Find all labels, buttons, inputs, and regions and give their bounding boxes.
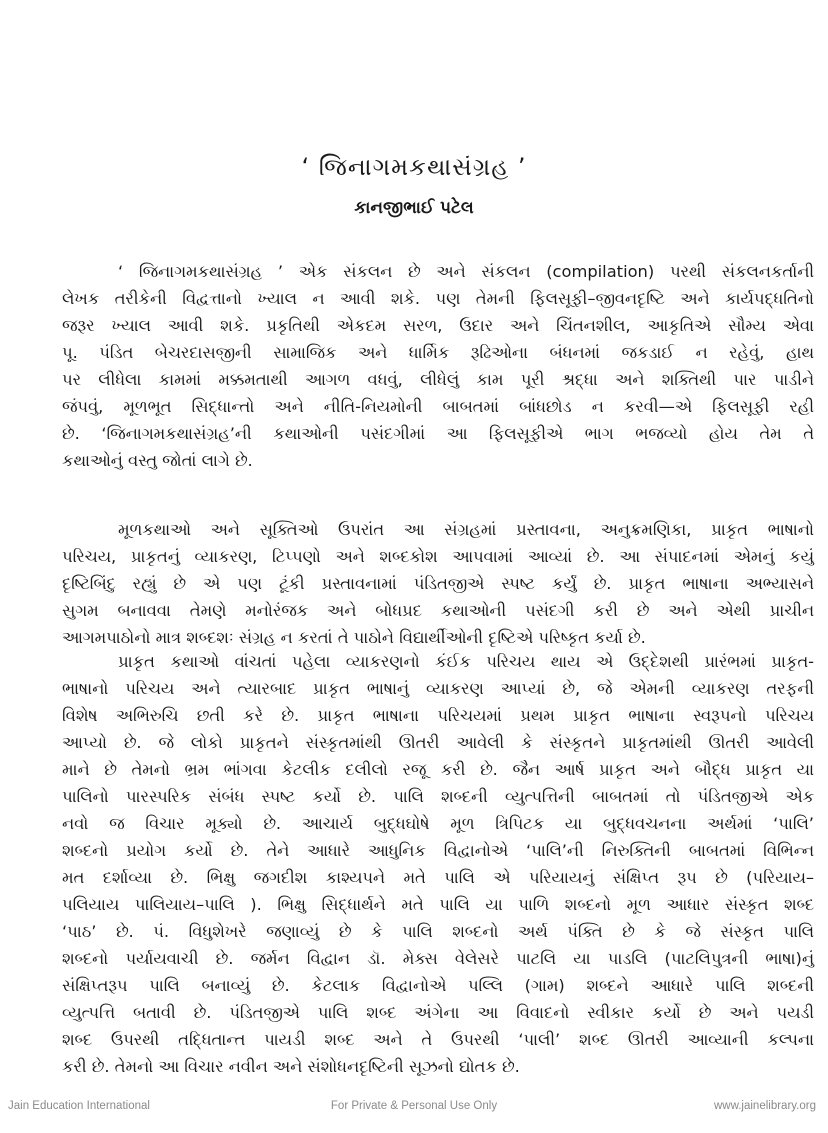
paragraph-3 bbox=[62, 648, 814, 1080]
text-line: પ્રાકૃત કથાઓ વાંચતાં પહેલા વ્યાકરણનો કંઈક પરિચય થાય એ ઉદ્દેશથી પ્રારંભમાં પ્રાકૃત- bbox=[118, 652, 814, 671]
paragraph-1 bbox=[62, 258, 814, 474]
text-line: કથાઓનું વસ્તુ જોતાં લાગે છે. bbox=[62, 451, 253, 470]
text-line: માને છે તેમનો ભ્રમ ભાંગવા કેટલીક દલીલો રજૂ કરી છે. જૈન આર્ષ પ્રાકૃત અને બૌદ્ધ પ્રાકૃત યા bbox=[62, 760, 814, 779]
text-line: આગમપાઠોનો માત્ર શબ્દશઃ સંગ્રહ ન કરતાં તે પાઠોને વિદ્યાર્થીઓની દૃષ્ટિએ પરિષ્કૃત કર્યા છે. bbox=[62, 628, 646, 647]
text-line: દૃષ્ટિબિંદુ રહ્યું છે એ પણ ટૂંકી પ્રસ્તાવનામાં પંડિતજીએ સ્પષ્ટ કર્યું છે. પ્રાકૃત ભાષાના અભ્યાસને bbox=[62, 574, 814, 593]
text-line: પૂ. પંડિત બેચરદાસજીની સામાજિક અને ધાર્મિક રૂઢિઓના બંધનમાં જકડાઈ ન રહેવું, હાથ bbox=[62, 343, 814, 362]
text-line: શબ્દનો પ્રયોગ કર્યો છે. તેને આધારે આધુનિક વિદ્વાનોએ ‘પાલિ’ની નિરુક્તિની બાબતમાં વિભિન્ન bbox=[62, 841, 814, 860]
footer-usage-note: For Private & Personal Use Only bbox=[330, 1100, 498, 1112]
text-line: ‘પાઠ’ છે. પં. વિધુશેખરે જણાવ્યું છે કે પાલિ શબ્દનો અર્થ પંક્તિ છે કે જે સંસ્કૃત પાલિ bbox=[62, 922, 814, 941]
footer-publisher: Jain Education International bbox=[8, 1100, 150, 1112]
text-line: ભાષાનો પરિચય અને ત્યારબાદ પ્રાકૃત ભાષાનું વ્યાકરણ આપ્યાં છે, જે એમની વ્યાકરણ તરફની bbox=[62, 679, 814, 698]
text-line: વ્યુત્પત્તિ બતાવી છે. પંડિતજીએ પાલિ શબ્દ અંગેના આ વિવાદનો સ્વીકાર કર્યો છે અને પયડી bbox=[62, 1003, 814, 1022]
footer-website-link[interactable]: www.jainelibrary.org bbox=[713, 1100, 816, 1112]
text-line: શબ્દ ઉપરથી તદ્ધિતાન્ત પાયડી શબ્દ અને તે ઉપરથી ‘પાલી’ શબ્દ ઊતરી આવ્યાની કલ્પના bbox=[62, 1030, 814, 1049]
text-line: મૂળકથાઓ અને સૂક્તિઓ ઉપરાંત આ સંગ્રહમાં પ્રસ્તાવના, અનુક્રમણિકા, પ્રાકૃત ભાષાનો bbox=[118, 520, 814, 539]
text-line: પલિયાય પાલિયાય–પાલિ ). ભિક્ષુ સિદ્ધાર્થને મતે પાલિ યા પાળિ શબ્દનો મૂળ આધાર સંસ્કૃત શબ્દ bbox=[62, 895, 814, 914]
text-line: વિશેષ અભિરુચિ છતી કરે છે. પ્રાકૃત ભાષાના પરિચયમાં પ્રથમ પ્રાકૃત ભાષાના સ્વરૂપનો પરિચય bbox=[62, 706, 814, 725]
text-line: શબ્દનો પર્યાયવાચી છે. જર્મન વિદ્વાન ડૉ. મેક્સ વેલેસરે પાટલિ યા પાડલિ (પાટલિપુત્રની ભાષા)નું bbox=[62, 949, 814, 968]
text-line: સુગમ બનાવવા તેમણે મનોરંજક અને બોધપ્રદ કથાઓની પસંદગી કરી છે અને એથી પ્રાચીન bbox=[62, 601, 814, 620]
text-line: પરિચય, પ્રાકૃતનું વ્યાકરણ, ટિપ્પણો અને શબ્દકોશ આપવામાં આવ્યાં છે. આ સંપાદનમાં એમનું કયું bbox=[62, 547, 814, 566]
text-line: લેખક તરીકેની વિદ્વત્તાનો ખ્યાલ ન આવી શકે. પણ તેમની ફિલસૂફી–જીવનદૃષ્ટિ અને કાર્યપદ્ધતિનો bbox=[62, 289, 814, 308]
text-line: જંપવું, મૂળભૂત સિદ્ધાન્તો અને નીતિ-નિયમોની બાબતમાં બાંધછોડ ન કરવી—એ ફિલસૂફી રહી bbox=[62, 397, 814, 416]
paragraph-2 bbox=[62, 516, 814, 651]
article-author: કાનજીભાઈ પટેલ bbox=[354, 198, 474, 218]
text-line: ‘ જિનાગમકથાસંગ્રહ ’ એક સંકલન છે અને સંકલન (compilation) પરથી સંકલનકર્તાની bbox=[118, 262, 814, 281]
text-line: પાલિનો પારસ્પરિક સંબંધ સ્પષ્ટ કર્યો છે. પાલિ શબ્દની વ્યુત્પત્તિની બાબતમાં તો પંડિતજીએ એક bbox=[62, 787, 814, 806]
text-line: કરી છે. તેમનો આ વિચાર નવીન અને સંશોધનદૃષ્ટિની સૂઝનો દ્યોતક છે. bbox=[62, 1057, 520, 1076]
text-line: આપ્યો છે. જે લોકો પ્રાકૃતને સંસ્કૃતમાંથી ઊતરી આવેલી કે સંસ્કૃતને પ્રાકૃતમાંથી ઊતરી આવેલી bbox=[62, 733, 814, 752]
article-title: ‘ જિનાગમકથાસંગ્રહ ’ bbox=[301, 153, 527, 181]
text-line: મત દર્શાવ્યા છે. ભિક્ષુ જગદીશ કાશ્યપને મતે પાલિ એ પરિયાયનું સંક્ષિપ્ત રૂપ છે (પરિયાય– bbox=[62, 868, 814, 887]
text-line: સંક્ષિપ્તરૂપ પાલિ બનાવ્યું છે. કેટલાક વિદ્વાનોએ પલ્લિ (ગામ) શબ્દને આધારે પાલિ શબ્દની bbox=[62, 976, 814, 995]
text-line: પર લીધેલા કામમાં મક્કમતાથી આગળ વધવું, લીધેલું કામ પૂરી શ્રદ્ધા અને શક્તિથી પાર પાડીને bbox=[62, 370, 814, 389]
text-line: નવો જ વિચાર મૂક્યો છે. આચાર્ય બુદ્ધઘોષે મૂળ ત્રિપિટક યા બુદ્ધવચનના અર્થમાં ‘પાલિ’ bbox=[62, 814, 814, 833]
text-line: જરૂર ખ્યાલ આવી શકે. પ્રકૃતિથી એકદમ સરળ, ઉદાર અને ચિંતનશીલ, આકૃતિએ સૌમ્ય એવા bbox=[62, 316, 814, 335]
text-line: છે. ‘જિનાગમકથાસંગ્રહ’ની કથાઓની પસંદગીમાં આ ફિલસૂફીએ ભાગ ભજવ્યો હોય તેમ તે bbox=[62, 424, 814, 443]
page-footer bbox=[0, 1100, 828, 1120]
